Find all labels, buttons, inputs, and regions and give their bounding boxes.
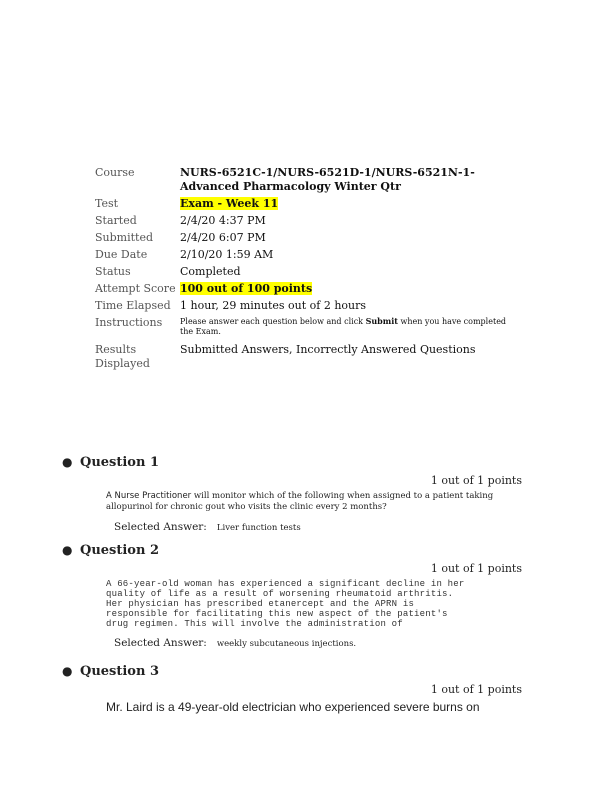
course-value: NURS-6521C-1/NURS-6521D-1/NURS-6521N-1-Advanced Pharmacology Winter Qtr xyxy=(180,166,475,193)
due-value: 2/10/20 1:59 AM xyxy=(180,248,274,261)
question-title: Question 3 xyxy=(80,663,160,679)
question-text-line: quality of life as a result of worsening rheumatoid arthritis. xyxy=(106,589,454,599)
selected-answer xyxy=(114,521,522,533)
bullet-icon: ● xyxy=(62,664,73,678)
attempt-summary xyxy=(95,166,515,374)
submitted-label: Submitted xyxy=(95,231,154,244)
instructions-submit-word: Submit xyxy=(365,316,398,326)
test-label: Test xyxy=(95,197,119,210)
submitted-value: 2/4/20 6:07 PM xyxy=(180,231,266,244)
question-points: 1 out of 1 points xyxy=(430,683,522,696)
question-title: Question 2 xyxy=(80,542,160,558)
elapsed-label: Time Elapsed xyxy=(95,299,171,312)
due-label: Due Date xyxy=(95,248,148,261)
question-points: 1 out of 1 points xyxy=(430,562,522,575)
question-2 xyxy=(62,542,522,649)
question-points: 1 out of 1 points xyxy=(430,474,522,487)
row-test xyxy=(95,197,515,211)
row-attempt-score xyxy=(95,282,515,296)
question-text xyxy=(106,491,522,513)
question-title: Question 1 xyxy=(80,454,160,470)
question-text-lead: A Nurse Practitioner xyxy=(106,491,192,501)
row-due-date xyxy=(95,248,515,262)
status-label: Status xyxy=(95,265,131,278)
selected-answer-label: Selected Answer: xyxy=(114,637,207,649)
test-value: Exam - Week 11 xyxy=(180,197,279,210)
row-time-elapsed xyxy=(95,299,515,313)
results-value: Submitted Answers, Incorrectly Answered Questions xyxy=(180,343,476,356)
started-label: Started xyxy=(95,214,137,227)
instructions-value xyxy=(180,316,515,337)
bullet-icon: ● xyxy=(62,455,73,469)
selected-answer-label: Selected Answer: xyxy=(114,521,207,533)
row-instructions xyxy=(95,316,515,337)
score-label: Attempt Score xyxy=(95,282,176,295)
instructions-label: Instructions xyxy=(95,316,163,329)
question-text-body: will monitor which of the following when assigned to a patient taking allopurinol for chronic gout who visits the clinic every 2 months? xyxy=(106,491,494,512)
results-label: Results Displayed xyxy=(95,343,150,370)
instructions-text-start: Please answer each question below and click xyxy=(180,317,366,326)
row-submitted xyxy=(95,231,515,245)
instructions-text-end: when you have completed the Exam. xyxy=(180,317,507,336)
course-label: Course xyxy=(95,166,135,179)
row-status xyxy=(95,265,515,279)
row-course xyxy=(95,166,515,194)
question-text-line: drug regimen. This will involve the administration of xyxy=(106,619,403,629)
bullet-icon: ● xyxy=(62,543,73,557)
selected-answer-value: weekly subcutaneous injections. xyxy=(216,639,357,649)
question-text: Mr. Laird is a 49-year-old electrician who experienced severe burns on xyxy=(106,700,480,714)
question-text-line: Her physician has prescribed etanercept and the APRN is xyxy=(106,599,415,609)
question-text-line: responsible for facilitating this new aspect of the patient's xyxy=(106,609,448,619)
question-3 xyxy=(62,663,522,714)
started-value: 2/4/20 4:37 PM xyxy=(180,214,266,227)
status-value: Completed xyxy=(180,265,241,278)
row-started xyxy=(95,214,515,228)
selected-answer-value: Liver function tests xyxy=(216,523,301,533)
question-1 xyxy=(62,454,522,533)
row-results-displayed xyxy=(95,343,515,371)
elapsed-value: 1 hour, 29 minutes out of 2 hours xyxy=(180,299,367,312)
question-text-line: A 66-year-old woman has experienced a significant decline in her xyxy=(106,579,465,589)
question-text xyxy=(106,579,522,629)
score-value: 100 out of 100 points xyxy=(180,282,313,295)
selected-answer xyxy=(114,637,522,649)
